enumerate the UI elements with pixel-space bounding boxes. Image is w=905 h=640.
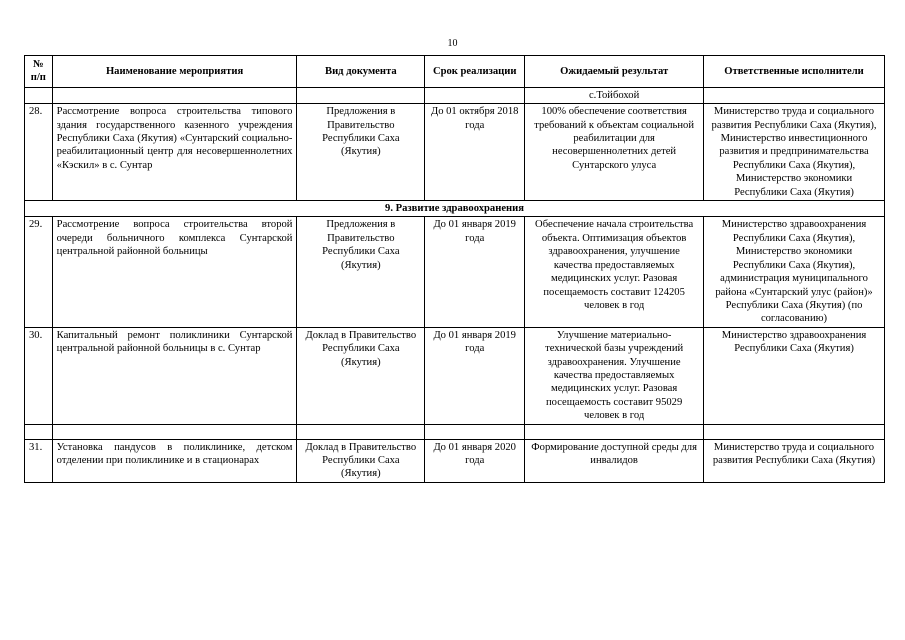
header-resp: Ответственные исполнители [704,56,885,88]
row-name: Капитальный ремонт поликлиники Сунтарской центральной районной больницы в с. Сунтар [52,327,297,424]
row-num: 31. [25,439,53,482]
row-term: До 01 января 2019 года [425,217,525,327]
continuation-row [25,87,885,103]
row-result: Обеспечение начала строительства объекта. Оптимизация объектов здравоохранения, улучшение качества предоставляемых медицинских услуг. Разовая посещаемость составит 124205 человек в год [525,217,704,327]
header-term: Срок реализации [425,56,525,88]
row-doc: Доклад в Правительство Республики Саха (Якутия) [297,327,425,424]
header-name: Наименование мероприятия [52,56,297,88]
table-row [25,217,885,327]
row-doc: Предложения в Правительство Республики Саха (Якутия) [297,217,425,327]
header-num: № п/п [25,56,53,88]
row-term: До 01 января 2020 года [425,439,525,482]
row-resp: Министерство здравоохранения Республики Саха (Якутия), Министерство экономики Республики Саха (Якутия), администрация муниципального района «Сунтарский улус (район)» Республики Саха (Якутия) (по согласованию) [704,217,885,327]
table-row [25,439,885,482]
spacer-row [25,424,885,439]
row-result: 100% обеспечение соответствия требований к объектам социальной реабилитации для несовершеннолетних детей Сунтарского улуса [525,104,704,201]
table-row [25,327,885,424]
row-term: До 01 октября 2018 года [425,104,525,201]
section-title: 9. Развитие здравоохранения [25,201,885,217]
row-name: Установка пандусов в поликлинике, детском отделении при поликлинике и в стационарах [52,439,297,482]
row-term: До 01 января 2019 года [425,327,525,424]
table-row [25,104,885,201]
header-doc: Вид документа [297,56,425,88]
row-name: Рассмотрение вопроса строительства типового здания государственного казенного учреждения Республики Саха (Якутия) «Сунтарский социально-реабилитационный центр для несовершеннолетних «Кэскил» в с. Сунтар [52,104,297,201]
row-result: Улучшение материально-технической базы учреждений здравоохранения. Улучшение качества предоставляемых медицинских услуг. Разовая посещаемость составит 95029 человек в год [525,327,704,424]
page-number: 10 [447,38,458,49]
row-name: Рассмотрение вопроса строительства второй очереди больничного комплекса Сунтарской центральной районной больницы [52,217,297,327]
row-num: 29. [25,217,53,327]
continuation-text: с.Тойбохой [525,87,704,103]
row-resp: Министерство труда и социального развития Республики Саха (Якутия) [704,439,885,482]
section-row [25,201,885,217]
header-result: Ожидаемый результат [525,56,704,88]
row-num: 28. [25,104,53,201]
measures-table [24,55,885,483]
row-resp: Министерство труда и социального развития Республики Саха (Якутия), Министерство инвестиционного развития и предпринимательства Республики Саха (Якутия), Министерство экономики Республики Саха (Якутия) [704,104,885,201]
row-doc: Доклад в Правительство Республики Саха (Якутия) [297,439,425,482]
row-result: Формирование доступной среды для инвалидов [525,439,704,482]
row-num: 30. [25,327,53,424]
table-header-row [25,56,885,88]
row-resp: Министерство здравоохранения Республики Саха (Якутия) [704,327,885,424]
row-doc: Предложения в Правительство Республики Саха (Якутия) [297,104,425,201]
